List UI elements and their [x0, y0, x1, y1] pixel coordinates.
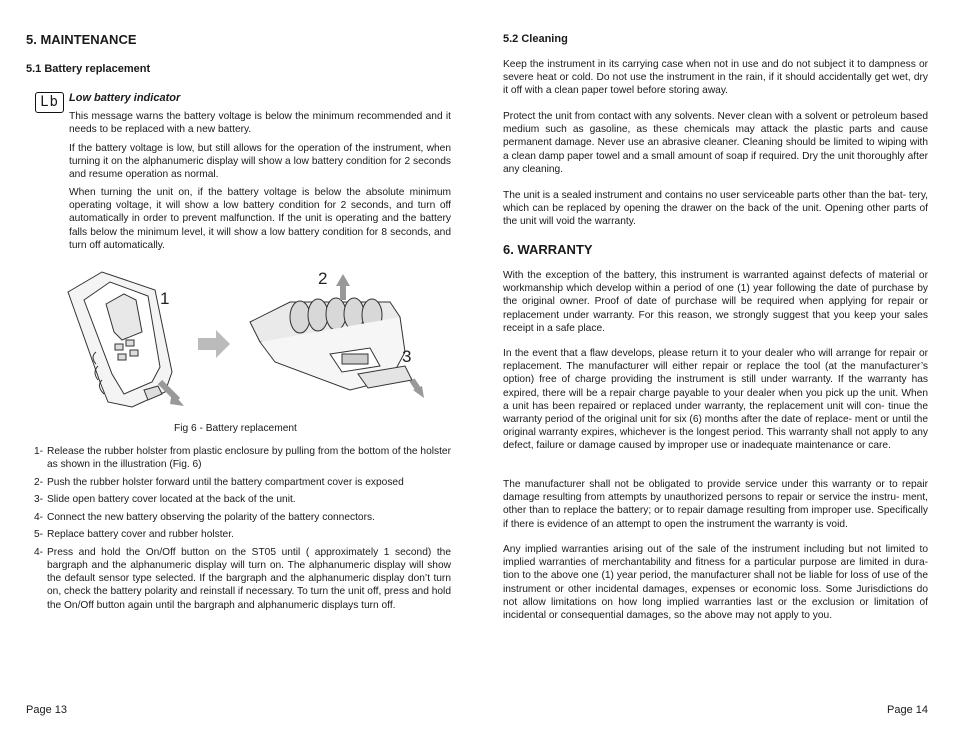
paragraph: Protect the unit from contact with any solvents. Never clean with a solvent or petroleum based medium such as gasoline, as these chemicals may attack the plastic parts and cause permanent damage. Never use an abrasive cleaner. Cleaning should be limited to wiping with a clean damp paper towel and a small amount of soap if required. Dry the unit thoroughly after any cleaning. [503, 111, 928, 175]
step-text: Release the rubber holster from plastic enclosure by pulling from the bottom of the holster as shown in the illustration (Fig. 6) [47, 446, 451, 471]
step-number: 3- [34, 494, 44, 506]
instrument-front-drawing [68, 272, 172, 407]
list-item [34, 493, 451, 506]
paragraph: When turning the unit on, if the battery voltage is below the absolute minimum operating voltage, it will show a low battery condition for 2 seconds, and turn off automatically in order to prevent malfunction. If the unit is operating and the battery falls below the minimum level, it will show a low battery condition for 8 seconds, and turn off automatically. [69, 187, 451, 251]
step-number: 4- [34, 546, 44, 558]
section-title: 5. MAINTENANCE [26, 32, 137, 47]
step-text: Slide open battery cover located at the back of the unit. [47, 494, 296, 506]
figure-label: 2 [318, 269, 328, 288]
list-item [34, 476, 451, 489]
paragraph: The manufacturer shall not be obligated to provide service under this warranty or to repair damage resulting from attempts by unauthorized persons to repair or service the instru- ment, other than to replace the battery; or to repair damage resulting from improper use. Specifically if there is evidence of an attempt to open the instrument the warranty is void. [503, 479, 928, 530]
steps-list [34, 445, 451, 616]
step-number: 1- [34, 446, 44, 457]
low-battery-icon: Lb [35, 92, 64, 113]
step-number: 5- [34, 529, 44, 541]
paragraph: Keep the instrument in its carrying case when not in use and do not subject it to dampness or severe heat or cold. Do not use the instrument in the rain, if it should accidentally get wet, dry it off with a clean paper towel before storing away. [503, 59, 928, 97]
step-number: 4- [34, 511, 44, 523]
figure-label: 3 [402, 347, 412, 366]
instrument-back-drawing [250, 298, 412, 390]
paragraph: Any implied warranties arising out of the sale of the instrument including but not limited to implied warranties of merchantability and fitness for a particular purpose are limited in dura- tion to the above one (1) year period, the manufacturer shall not be liable for loss of use of the instrument or other incidental damages, expenses or economic loss. Some Jurisdictions do not allow limitations on how long implied warranties last or the exclusion or limitation of incidental or consequential damages, so the above may not apply to you. [503, 544, 928, 622]
page-number: Page 13 [26, 704, 67, 716]
step-text: Connect the new battery observing the polarity of the battery connectors. [47, 511, 375, 523]
indicator-title: Low battery indicator [69, 92, 181, 104]
list-item [34, 511, 451, 524]
list-item [34, 445, 451, 471]
list-item [34, 546, 451, 612]
step-text: Press and hold the On/Off button on the ST05 until ( approximately 1 second) the bargraph and the alphanumeric display will turn on. The alphanumeric display will show the default sensor type selected. If the bargraph and the alphanumeric display don’t turn on, check the battery polarity and reinstall if necessary. To turn the unit off, press and hold the On/Off button again until the bargraph and alphanumeric displays turn off. [47, 546, 451, 611]
paragraph: In the event that a flaw develops, please return it to your dealer who will arrange for repair or replacement. The manufacturer will either repair or replace the tool (at the manufacturer’s option) free of charge providing the instrument is still under warranty. If the warranty has expired, there will be a repair charge payable to your dealer when you pick up the unit. When a unit has been repaired or replaced under warranty, the replacement unit will con- tinue the warranty period of the original unit for six (6) months after the date of replace- ment or until the original warranty expires, whichever is the longest period. This warranty shall not apply to any defect, failure or damage caused by improper use or inadequate maintenance or care. [503, 348, 928, 452]
cleaning-title: 5.2 Cleaning [503, 33, 568, 45]
battery-replacement-illustration [60, 262, 440, 417]
step-text: Replace battery cover and rubber holster. [47, 529, 234, 541]
figure-caption: Fig 6 - Battery replacement [174, 423, 297, 434]
paragraph: This message warns the battery voltage is below the minimum recommended and it needs to be replaced with a new battery. [69, 111, 451, 136]
paragraph: If the battery voltage is low, but still allows for the operation of the instrument, when turning it on the alphanumeric display will show a low battery condition for 2 seconds and resume operation as normal. [69, 143, 451, 181]
step-text: Push the rubber holster forward until the battery compartment cover is exposed [47, 476, 404, 488]
right-page [477, 0, 954, 738]
page-number: Page 14 [887, 704, 928, 716]
paragraph: The unit is a sealed instrument and contains no user serviceable parts other than the bat- tery, which can be replaced by opening the drawer on the back of the unit. Opening other parts of the unit will void the warranty. [503, 190, 928, 228]
subsection-title: 5.1 Battery replacement [26, 63, 151, 75]
figure-label: 1 [160, 289, 170, 308]
step-number: 2- [34, 476, 44, 488]
warranty-title: 6. WARRANTY [503, 242, 593, 257]
list-item [34, 528, 451, 541]
paragraph: With the exception of the battery, this instrument is warranted against defects of material or workmanship which develop within a period of one (1) year following the date of purchase by the original owner. Proof of date of purchase will be required when applying for repair or replacement under warranty. For this reason, we strongly suggest that you keep your sales receipt in a safe place. [503, 270, 928, 334]
right-arrow-icon [198, 330, 230, 358]
